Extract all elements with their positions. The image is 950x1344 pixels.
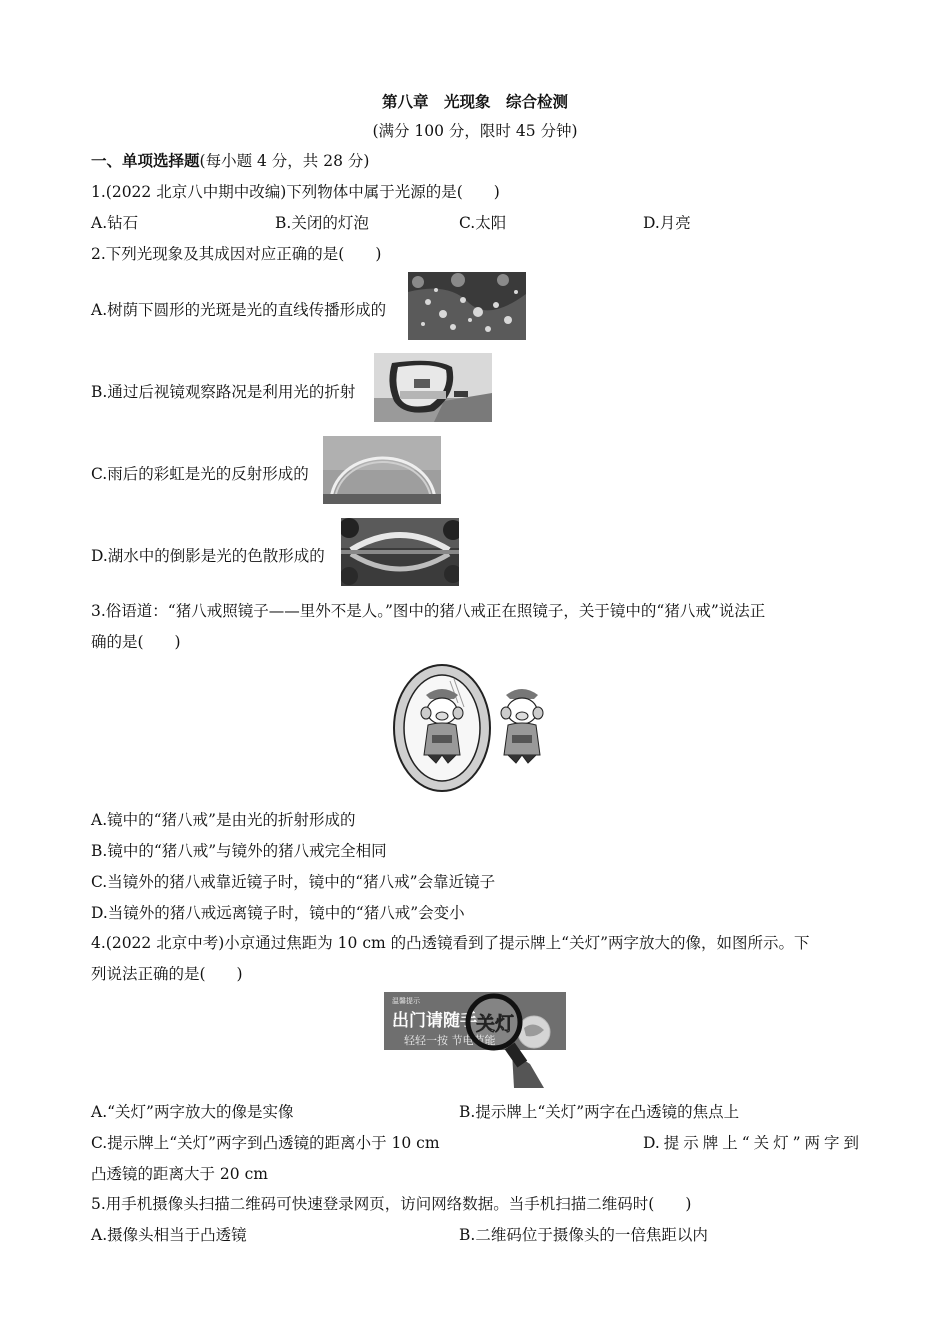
q2-option-b: B.通过后视镜观察路况是利用光的折射 — [91, 383, 356, 401]
question-5-stem: 5.用手机摄像头扫描二维码可快速登录网页，访问网络数据。当手机扫描二维码时( ) — [91, 1195, 692, 1213]
q3-option-c: C.当镜外的猪八戒靠近镜子时，镜中的“猪八戒”会靠近镜子 — [91, 873, 496, 891]
section-note: (每小题 4 分，共 28 分) — [199, 152, 370, 170]
sign-top-text: 温馨提示 — [392, 997, 420, 1005]
pig-outside — [501, 689, 543, 763]
q1-option-b: B.关闭的灯泡 — [275, 214, 369, 232]
pig-mirror-illustration — [392, 663, 562, 793]
rainbow-photo — [323, 436, 441, 504]
q2-option-c: C.雨后的彩虹是光的反射形成的 — [91, 465, 309, 483]
q1-option-d: D.月亮 — [643, 214, 691, 232]
q2-option-d: D.湖水中的倒影是光的色散形成的 — [91, 547, 325, 565]
q3-option-d: D.当镜外的猪八戒远离镜子时，镜中的“猪八戒”会变小 — [91, 904, 465, 922]
q5-option-b: B.二维码位于摄像头的一倍焦距以内 — [459, 1226, 708, 1244]
question-1-stem: 1.(2022 北京八中期中改编)下列物体中属于光源的是( ) — [91, 183, 500, 201]
section-title: 一、单项选择题 — [91, 151, 200, 170]
sign-magnified-text: 关灯 — [476, 1013, 515, 1035]
question-2-stem: 2.下列光现象及其成因对应正确的是( ) — [91, 245, 382, 263]
magnifier-sign-photo — [384, 992, 566, 1088]
q3-option-a: A.镜中的“猪八戒”是由光的折射形成的 — [91, 811, 356, 829]
q4-option-d: D.提示牌上“关灯”两字到 — [643, 1134, 859, 1152]
q2-option-a: A.树荫下圆形的光斑是光的直线传播形成的 — [91, 301, 387, 319]
q4-option-d-continued: 凸透镜的距离大于 20 cm — [91, 1165, 268, 1183]
question-3-stem-line1: 3.俗语道：“猪八戒照镜子——里外不是人。”图中的猪八戒正在照镜子，关于镜中的“猪八戒”说法正 — [91, 602, 766, 620]
section-heading — [91, 151, 369, 171]
lake-reflection-photo — [341, 518, 459, 586]
q4-option-b: B.提示牌上“关灯”两字在凸透镜的焦点上 — [459, 1103, 740, 1121]
question-4-stem-line1: 4.(2022 北京中考)小京通过焦距为 10 cm 的凸透镜看到了提示牌上“关灯”两字放大的像，如图所示。下 — [91, 934, 810, 952]
q1-option-c: C.太阳 — [459, 214, 507, 232]
sign-main-text: 出门请随手 — [392, 1011, 477, 1031]
q4-option-c: C.提示牌上“关灯”两字到凸透镜的距离小于 10 cm — [91, 1134, 440, 1152]
tree-shade-photo — [408, 272, 526, 340]
sign-bottom-text: 轻轻一按 节电节能 — [404, 1034, 496, 1047]
rearview-mirror-photo — [374, 353, 492, 422]
page-title: 第八章 光现象 综合检测 — [381, 92, 568, 111]
page-subtitle: (满分 100 分，限时 45 分钟) — [372, 122, 578, 140]
q4-option-a: A.“关灯”两字放大的像是实像 — [91, 1103, 294, 1121]
question-4-stem-line2: 列说法正确的是( ) — [91, 965, 243, 983]
question-3-stem-line2: 确的是( ) — [91, 633, 181, 651]
q1-option-a: A.钻石 — [91, 214, 139, 232]
q5-option-a: A.摄像头相当于凸透镜 — [91, 1226, 247, 1244]
q3-option-b: B.镜中的“猪八戒”与镜外的猪八戒完全相同 — [91, 842, 387, 860]
